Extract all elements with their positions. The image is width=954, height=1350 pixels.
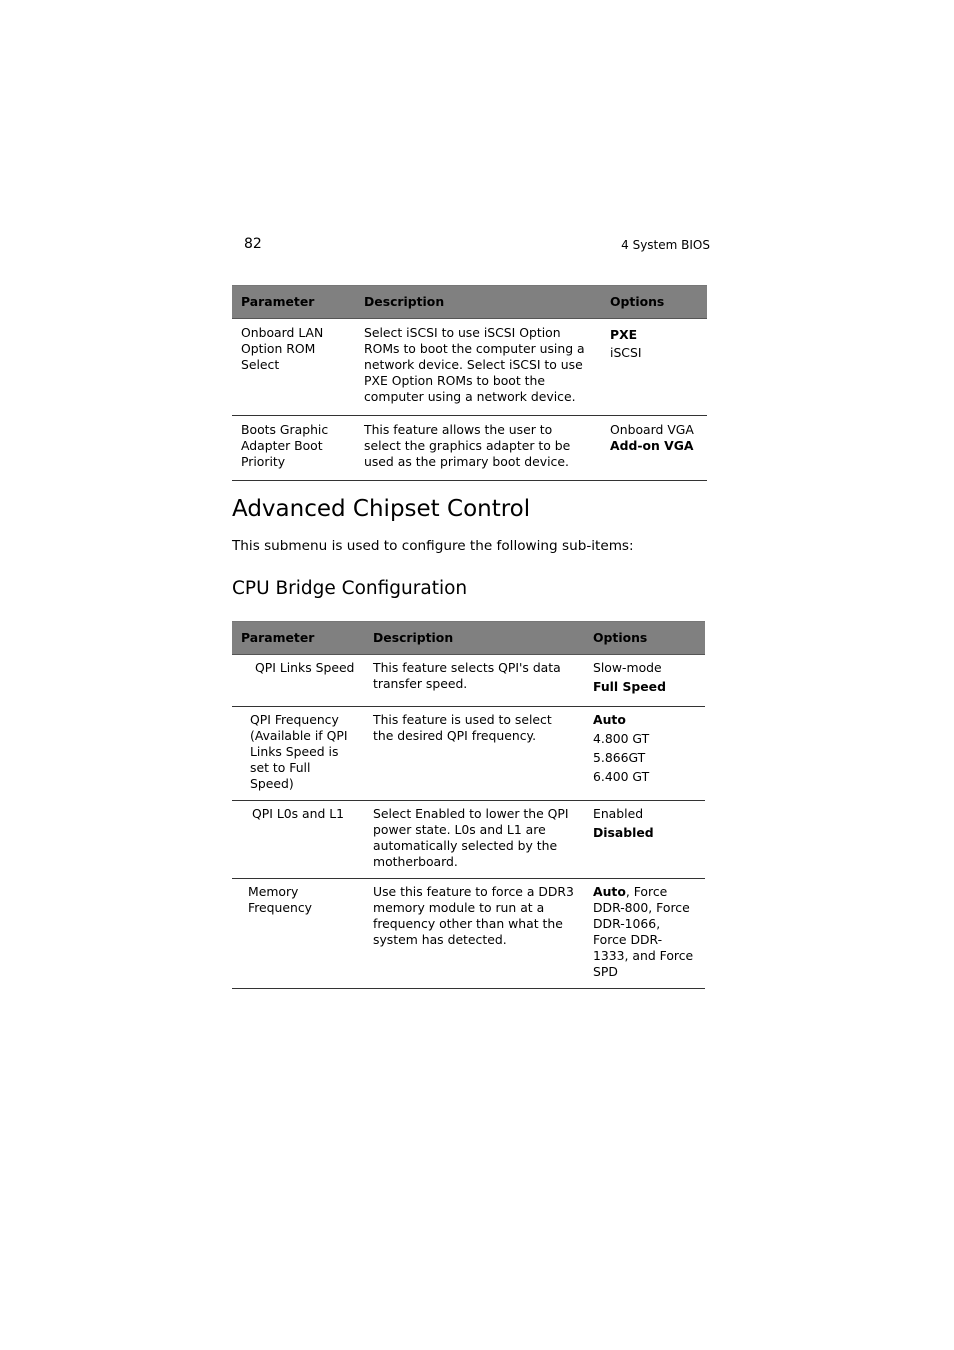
option: 5.866GT bbox=[593, 750, 646, 765]
page-number: 82 bbox=[244, 236, 262, 252]
section-title: Advanced Chipset Control bbox=[232, 496, 531, 522]
column-header-parameter: Parameter bbox=[232, 286, 355, 319]
option: Onboard VGA bbox=[610, 422, 694, 437]
table-row bbox=[232, 707, 705, 801]
option: 4.800 GT bbox=[593, 731, 650, 746]
section-intro: This submenu is used to configure the following sub-items: bbox=[232, 538, 634, 554]
parameter-cell: Onboard LAN Option ROM Select bbox=[232, 319, 355, 416]
option: Enabled bbox=[593, 806, 644, 821]
table-row bbox=[232, 879, 705, 989]
table-header-row bbox=[232, 622, 705, 655]
option-default: Auto bbox=[593, 884, 626, 899]
option-list: , Force DDR-800, Force DDR-1066, Force DDR-1333, and Force SPD bbox=[593, 884, 694, 979]
table-row bbox=[232, 319, 707, 416]
column-header-description: Description bbox=[364, 622, 584, 655]
option-default: Full Speed bbox=[593, 679, 666, 694]
table-row bbox=[232, 801, 705, 879]
table-row bbox=[232, 655, 705, 707]
parameter-cell: QPI Links Speed bbox=[232, 655, 364, 707]
option-default: PXE bbox=[610, 327, 638, 342]
table-row bbox=[232, 416, 707, 481]
cpu-bridge-configuration-table bbox=[232, 621, 705, 989]
parameter-cell: Boots Graphic Adapter Boot Priority bbox=[232, 416, 355, 481]
column-header-description: Description bbox=[355, 286, 601, 319]
parameter-cell: QPI Frequency (Available if QPI Links Speed is set to Full Speed) bbox=[232, 707, 364, 801]
description-cell: This feature selects QPI's data transfer speed. bbox=[364, 655, 584, 707]
options-cell bbox=[584, 655, 705, 707]
description-cell: This feature allows the user to select the graphics adapter to be used as the primary boot device. bbox=[355, 416, 601, 481]
options-cell bbox=[601, 319, 707, 416]
options-cell bbox=[584, 879, 705, 989]
description-cell: Use this feature to force a DDR3 memory module to run at a frequency other than what the system has detected. bbox=[364, 879, 584, 989]
description-cell: Select Enabled to lower the QPI power state. L0s and L1 are automatically selected by the motherboard. bbox=[364, 801, 584, 879]
option: 6.400 GT bbox=[593, 769, 650, 784]
option: iSCSI bbox=[610, 345, 642, 360]
parameter-cell: Memory Frequency bbox=[232, 879, 364, 989]
option: Slow-mode bbox=[593, 660, 662, 675]
description-cell: Select iSCSI to use iSCSI Option ROMs to boot the computer using a network device. Select iSCSI to use PXE Option ROMs to boot the computer using a network device. bbox=[355, 319, 601, 416]
parameter-cell: QPI L0s and L1 bbox=[232, 801, 364, 879]
subsection-title: CPU Bridge Configuration bbox=[232, 578, 468, 599]
column-header-options: Options bbox=[584, 622, 705, 655]
option-default: Auto bbox=[593, 712, 626, 727]
description-cell: This feature is used to select the desired QPI frequency. bbox=[364, 707, 584, 801]
options-cell bbox=[584, 707, 705, 801]
column-header-parameter: Parameter bbox=[232, 622, 364, 655]
chapter-title: 4 System BIOS bbox=[621, 238, 710, 252]
option-default: Add-on VGA bbox=[610, 438, 694, 453]
option-default: Disabled bbox=[593, 825, 654, 840]
column-header-options: Options bbox=[601, 286, 707, 319]
table-header-row bbox=[232, 286, 707, 319]
options-cell bbox=[584, 801, 705, 879]
options-cell bbox=[601, 416, 707, 481]
bios-options-table-lan-vga bbox=[232, 285, 707, 481]
